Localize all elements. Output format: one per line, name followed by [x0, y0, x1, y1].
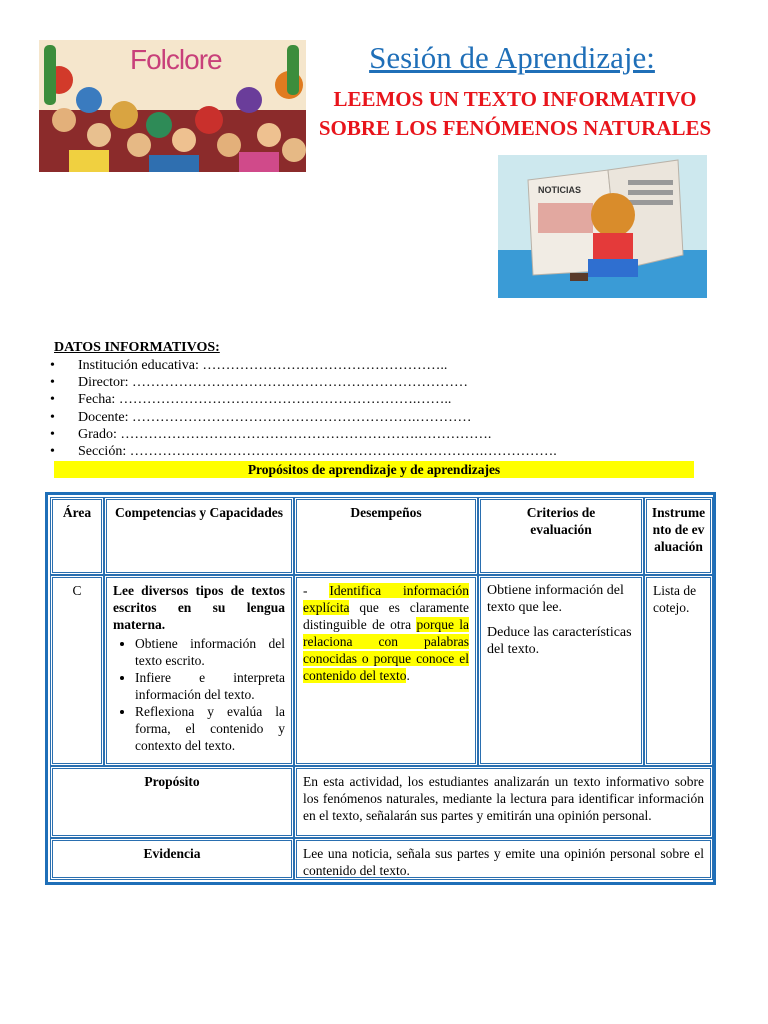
header-instrumento: Instrumento de evaluación [644, 497, 713, 575]
cell-criterios [478, 575, 644, 766]
datos-informativos-list [50, 357, 557, 460]
purposes-heading: Propósitos de aprendizaje y de aprendizajes [54, 461, 694, 478]
proposito-text: En esta actividad, los estudiantes analizarán un texto informativo sobre los fenómenos naturales, mediante la lectura para identificar información en el texto, señalarán sus partes y emitirán una opinión personal. [294, 766, 713, 838]
competencia-text: Lee diversos tipos de textos escritos en su lengua materna. [113, 583, 285, 632]
capacidad-item: • Reflexiona y evalúa la forma, el contenido y contexto del texto. [135, 703, 285, 754]
desempeno-highlight-1: Identifica información explícita [303, 583, 470, 615]
desempeno-prefix: - [303, 583, 330, 598]
cell-area: C [50, 575, 104, 766]
learning-table [45, 492, 716, 885]
header-area: Área [50, 497, 104, 575]
evidencia-label: Evidencia [50, 838, 294, 880]
cell-instrumento: Lista de cotejo. [644, 575, 713, 766]
header-criterios: Criterios de evaluación [478, 497, 644, 575]
evidencia-text: Lee una noticia, señala sus partes y emite una opinión personal sobre el contenido del texto. [294, 838, 713, 880]
cell-desempenos [294, 575, 478, 766]
datos-item-director: • Director: ……………………………………………………………… [50, 374, 557, 391]
datos-item-fecha: • Fecha: ……………………………………………………….…….. [50, 391, 557, 408]
capacidades-list [113, 635, 285, 754]
session-subtitle: LEEMOS UN TEXTO INFORMATIVO SOBRE LOS FENÓMENOS NATURALES [318, 87, 712, 140]
datos-item-docente: • Docente: …………………………………………………….………… [50, 409, 557, 426]
desempeno-middle: que es claramente distinguible de otra [303, 600, 469, 632]
datos-item-seccion: • Sección: ………………………………………………………………….……………. [50, 443, 557, 460]
folclore-banner-title: Folclore [130, 44, 222, 75]
criterio-item: Obtiene información del texto que lee. [487, 583, 624, 615]
cell-competencias [104, 575, 294, 766]
datos-item-institucion: • Institución educativa: …………………………………………….. [50, 357, 557, 374]
header-desempenos: Desempeños [294, 497, 478, 575]
desempeno-highlight-2: porque la relaciona con palabras conocidas o porque conoce el contenido del texto [303, 617, 470, 683]
desempeno-end: . [406, 668, 410, 683]
capacidad-item: • Infiere e interpreta información del texto. [135, 669, 285, 703]
criterio-item: Deduce las características del texto. [487, 625, 632, 657]
news-sign-text: NOTICIAS [538, 185, 582, 195]
proposito-label: Propósito [50, 766, 294, 838]
capacidad-item: • Obtiene información del texto escrito. [135, 635, 285, 669]
session-title: Sesión de Aprendizaje: [369, 40, 655, 75]
header-competencias: Competencias y Capacidades [104, 497, 294, 575]
datos-informativos-title: DATOS INFORMATIVOS: [54, 340, 220, 355]
datos-item-grado: • Grado: ……………………………………………………….……………. [50, 426, 557, 443]
child-reading-newspaper-illustration [498, 155, 707, 298]
